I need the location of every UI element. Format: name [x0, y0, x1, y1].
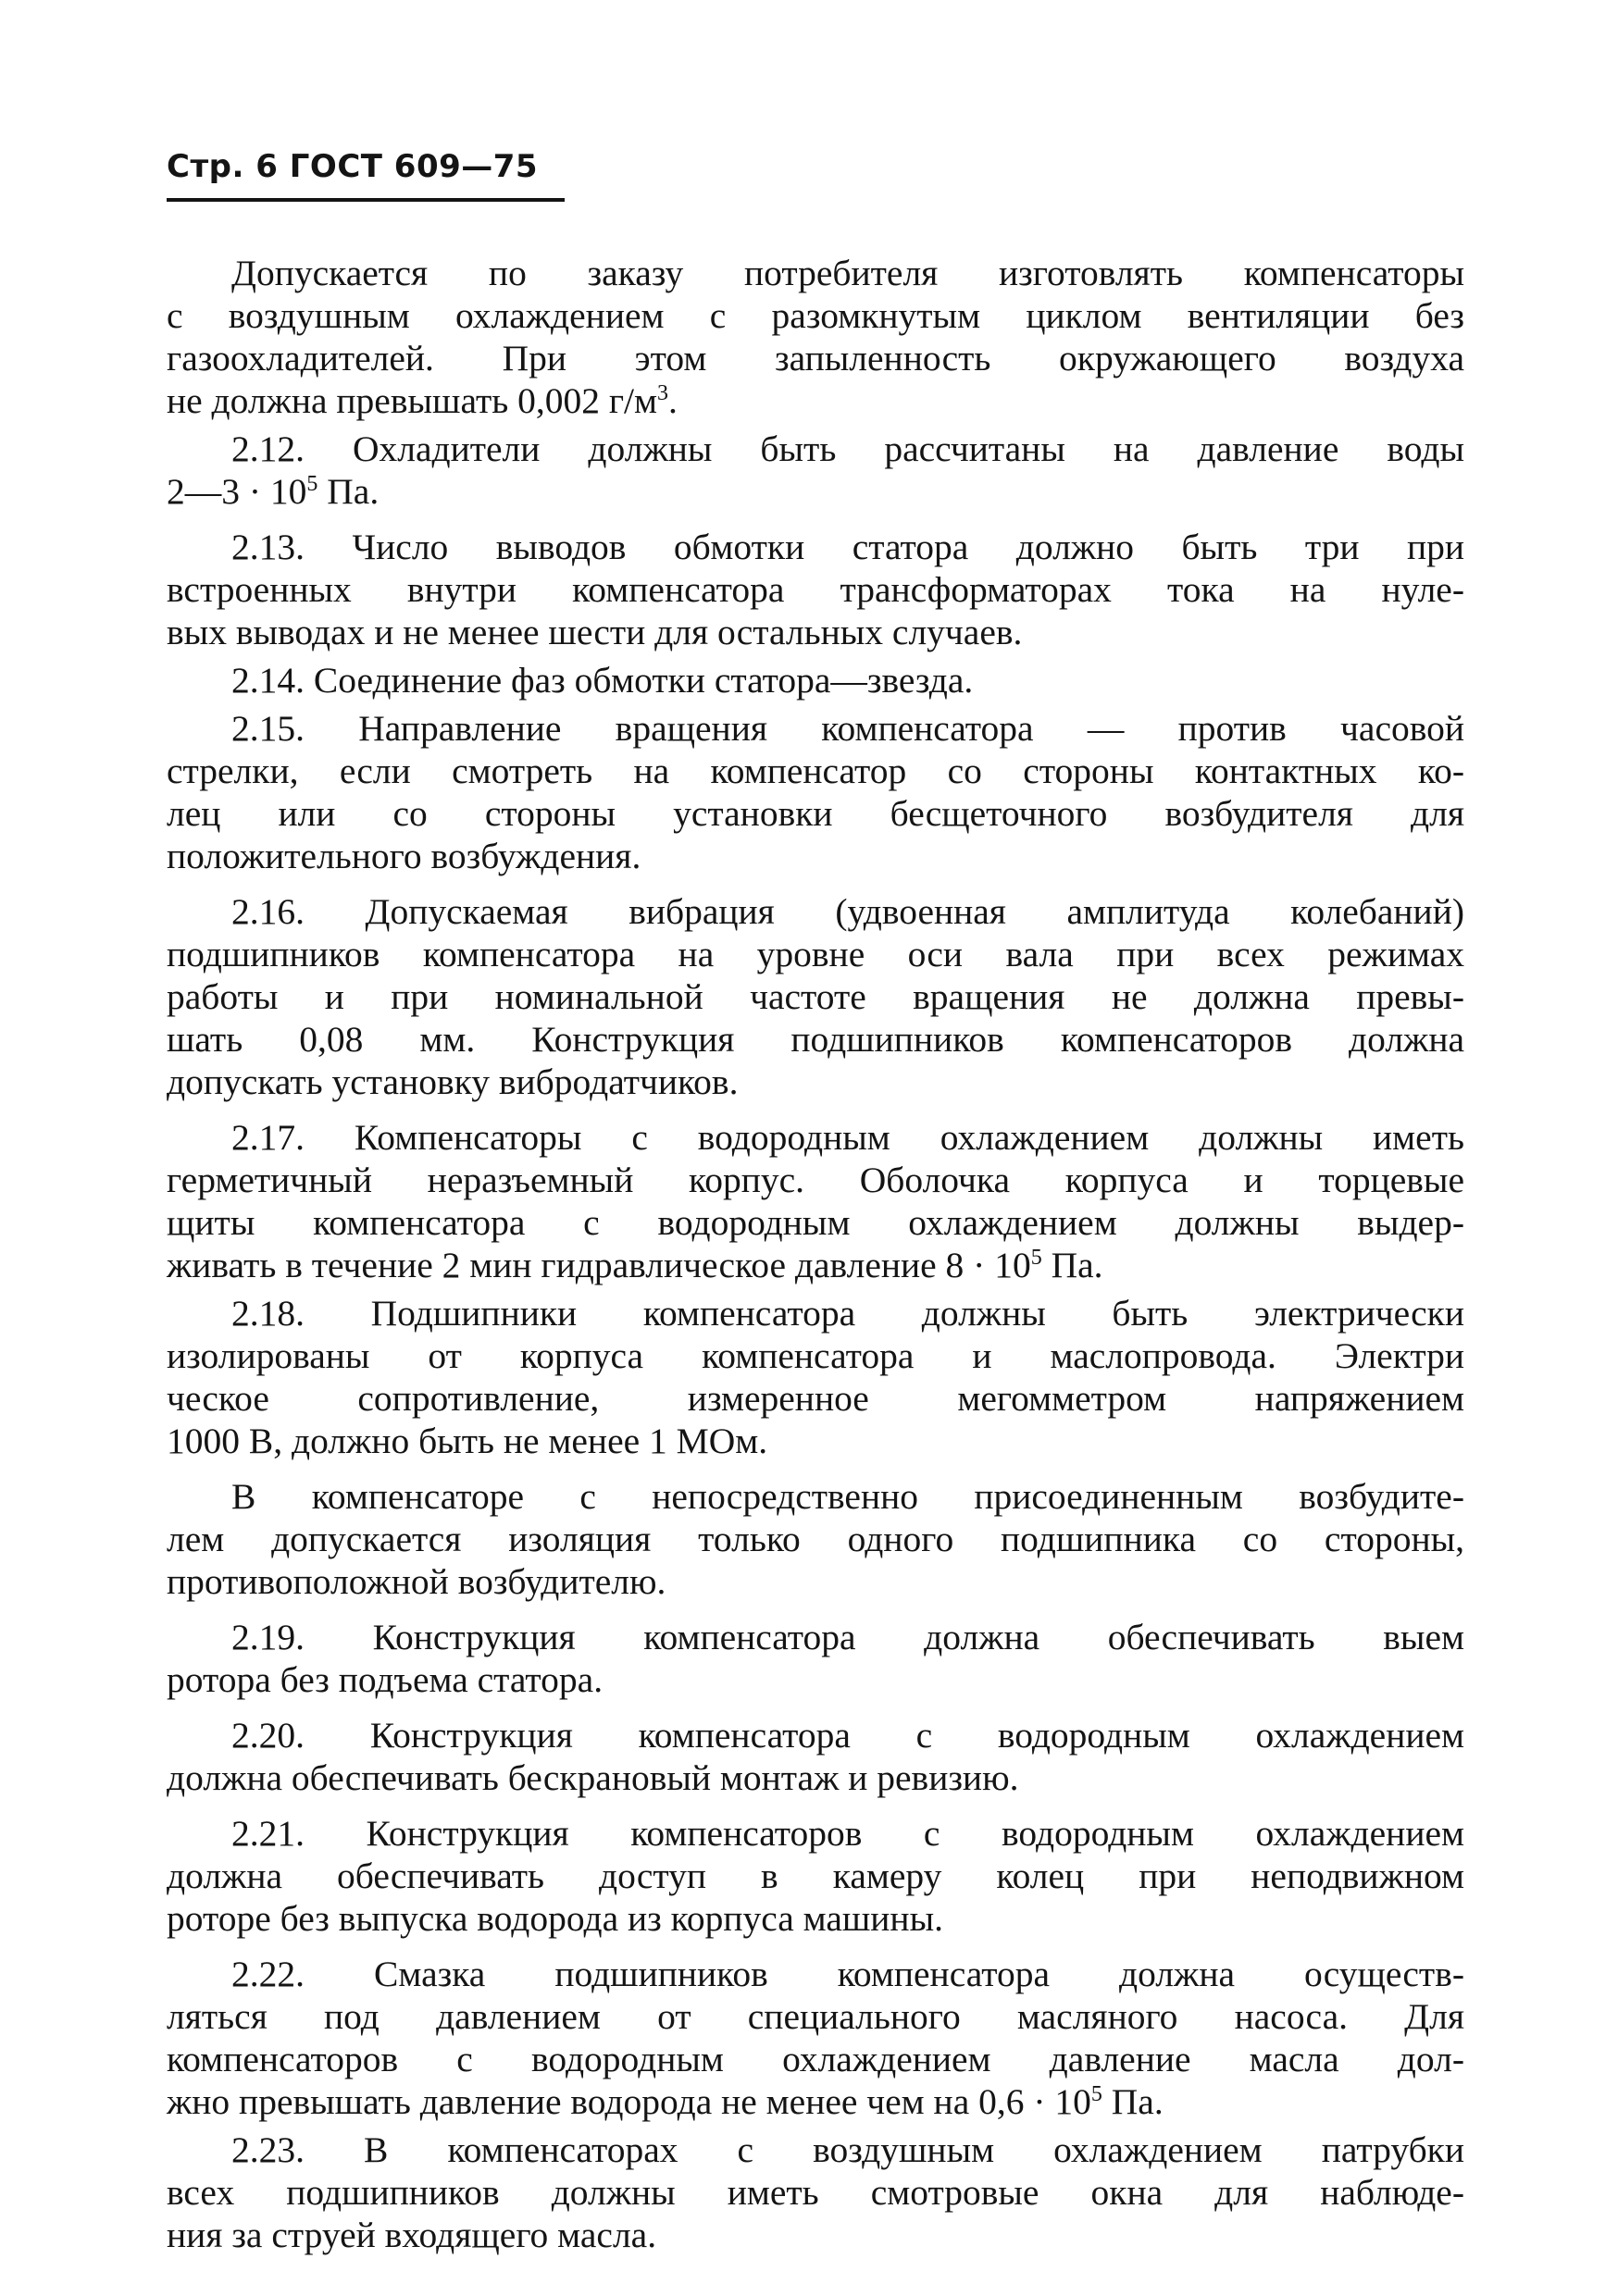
- paragraph-2-16: [167, 890, 1464, 1103]
- text-line: 2.16. Допускаемая вибрация (удвоенная амплитуда колебаний): [231, 891, 1464, 932]
- text-line: ческое сопротивление, измеренное мегомметром напряжением: [167, 1378, 1464, 1419]
- paragraph-2-15: [167, 707, 1464, 877]
- superscript: 3: [657, 380, 669, 405]
- paragraph-2-12: [167, 428, 1464, 513]
- text-line: газоохладителей. При этом запыленность окружающего воздуха: [167, 338, 1464, 379]
- text-line: изолированы от корпуса компенсатора и маслопровода. Электри: [167, 1335, 1464, 1376]
- text-line: роторе без выпуска водорода из корпуса машины.: [167, 1898, 943, 1939]
- text-line: ния за струей входящего масла.: [167, 2215, 657, 2255]
- paragraph-2-18-continued: [167, 1475, 1464, 1603]
- superscript: 5: [1090, 2081, 1102, 2106]
- text-fragment: Па.: [1041, 1245, 1103, 1285]
- text-line: работы и при номинальной частоте вращения не должна превы-: [167, 976, 1464, 1017]
- text-line: противоположной возбудителю.: [167, 1561, 666, 1602]
- text-fragment: живать в течение 2 мин гидравлическое давление 8 · 10: [167, 1245, 1031, 1285]
- text-line: лец или со стороны установки бесщеточного возбудителя для: [167, 793, 1464, 834]
- text-line: ляться под давлением от специального масляного насоса. Для: [167, 1996, 1464, 2037]
- text-line: [167, 2080, 1464, 2123]
- text-fragment: не должна превышать 0,002 г/м: [167, 380, 658, 421]
- text-line: всех подшипников должны иметь смотровые окна для наблюде-: [167, 2172, 1464, 2213]
- text-line: стрелки, если смотреть на компенсатор со стороны контактных ко-: [167, 751, 1464, 791]
- text-line: 2.14. Соединение фаз обмотки статора—звезда.: [231, 660, 974, 701]
- document-body: [167, 252, 1464, 2262]
- text-line: 2.17. Компенсаторы с водородным охлаждением должны иметь: [231, 1117, 1464, 1158]
- text-fragment: Па.: [1101, 2081, 1164, 2122]
- text-line: [167, 379, 1464, 422]
- text-line: 2.21. Конструкция компенсаторов с водородным охлаждением: [231, 1813, 1464, 1854]
- text-line: 2.20. Конструкция компенсатора с водородным охлаждением: [231, 1715, 1464, 1756]
- text-line: ротора без подъема статора.: [167, 1659, 604, 1700]
- text-line: 2.19. Конструкция компенсатора должна обеспечивать выем: [231, 1617, 1464, 1657]
- paragraph-2-18: [167, 1292, 1464, 1462]
- text-line: 2.23. В компенсаторах с воздушным охлаждением патрубки: [231, 2129, 1464, 2170]
- text-fragment: Па.: [317, 471, 380, 512]
- text-line: компенсаторов с водородным охлаждением давление масла дол-: [167, 2039, 1464, 2079]
- text-line: щиты компенсатора с водородным охлаждением должны выдер-: [167, 1202, 1464, 1243]
- text-line: 2.12. Охладители должны быть рассчитаны на давление воды: [231, 428, 1464, 469]
- text-line: [167, 470, 1464, 513]
- text-line: герметичный неразъемный корпус. Оболочка корпуса и торцевые: [167, 1160, 1464, 1200]
- text-line: 2.22. Смазка подшипников компенсатора должна осуществ-: [231, 1954, 1464, 1994]
- superscript: 5: [306, 471, 318, 496]
- paragraph-2-22: [167, 1953, 1464, 2123]
- paragraph-2-17: [167, 1116, 1464, 1286]
- text-line: 1000 В, должно быть не менее 1 МОм.: [167, 1421, 768, 1461]
- text-line: [167, 1244, 1464, 1286]
- paragraph-2-20: [167, 1714, 1464, 1799]
- text-line: В компенсаторе с непосредственно присоединенным возбудите-: [231, 1476, 1464, 1517]
- paragraph-2-23: [167, 2128, 1464, 2256]
- text-line: встроенных внутри компенсатора трансформаторах тока на нуле-: [167, 569, 1464, 610]
- text-line: допускать установку вибродатчиков.: [167, 1061, 739, 1102]
- text-line: Допускается по заказу потребителя изготовлять компенсаторы: [231, 253, 1464, 293]
- text-line: шать 0,08 мм. Конструкция подшипников компенсаторов должна: [167, 1019, 1464, 1060]
- page-number-label: Стр. 6: [167, 148, 279, 185]
- text-line: должна обеспечивать доступ в камеру колец при неподвижном: [167, 1855, 1464, 1896]
- text-fragment: 2—3 · 10: [167, 471, 307, 512]
- text-line: 2.15. Направление вращения компенсатора — против часовой: [231, 708, 1464, 749]
- text-line: положительного возбуждения.: [167, 836, 641, 876]
- paragraph-2-19: [167, 1616, 1464, 1701]
- text-line: лем допускается изоляция только одного подшипника со стороны,: [167, 1519, 1464, 1559]
- text-fragment: .: [668, 380, 678, 421]
- header-divider: [167, 198, 565, 202]
- text-line: должна обеспечивать бескрановый монтаж и ревизию.: [167, 1757, 1019, 1798]
- text-line: вых выводах и не менее шести для остальных случаев.: [167, 612, 1023, 652]
- text-line: 2.18. Подшипники компенсатора должны быть электрически: [231, 1293, 1464, 1334]
- superscript: 5: [1030, 1245, 1042, 1270]
- paragraph-2-21: [167, 1812, 1464, 1940]
- text-line: с воздушным охлаждением с разомкнутым циклом вентиляции без: [167, 295, 1464, 336]
- page-header: [167, 148, 538, 185]
- text-line: подшипников компенсатора на уровне оси вала при всех режимах: [167, 934, 1464, 974]
- paragraph-2-13: [167, 526, 1464, 653]
- paragraph-2-14: [167, 659, 1464, 701]
- text-line: 2.13. Число выводов обмотки статора должно быть три при: [231, 527, 1464, 567]
- standard-code: ГОСТ 609—75: [289, 148, 539, 185]
- paragraph-intro: [167, 252, 1464, 422]
- text-fragment: жно превышать давление водорода не менее чем на 0,6 · 10: [167, 2081, 1091, 2122]
